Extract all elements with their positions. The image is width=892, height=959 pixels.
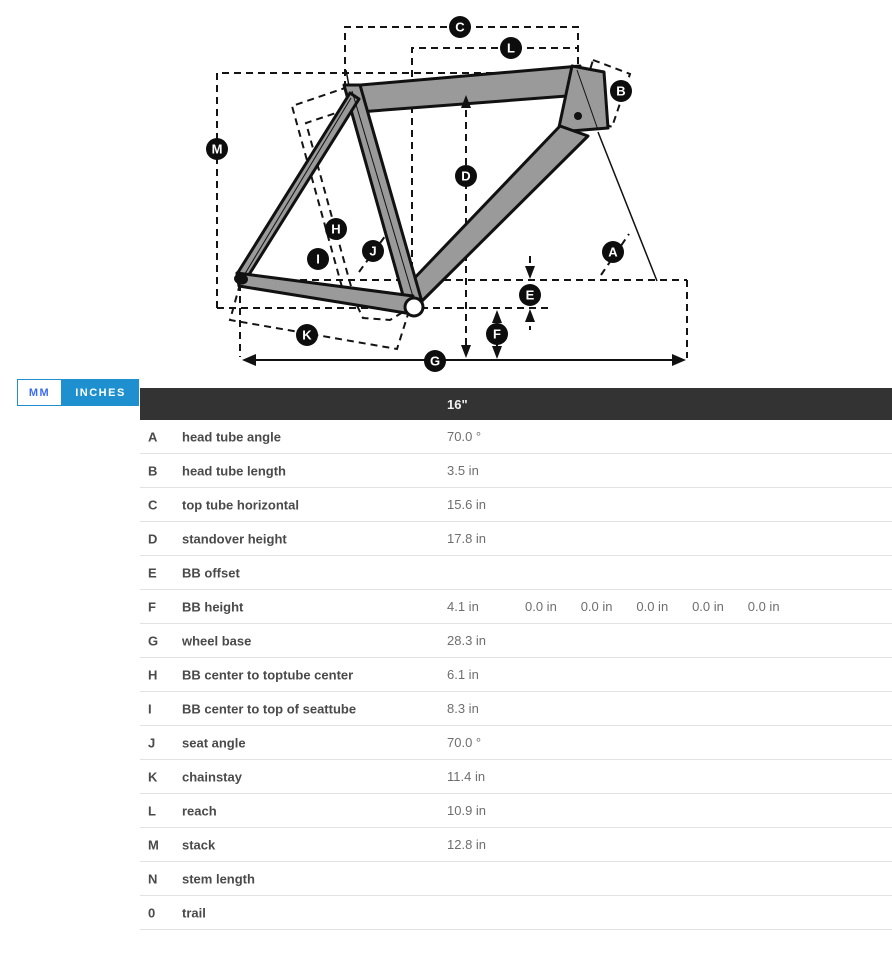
cell-value: 0.0 in <box>692 599 724 614</box>
cell-value: 0.0 in <box>525 599 557 614</box>
cell-letter: 0 <box>148 905 156 920</box>
diagram-label-C <box>449 16 471 38</box>
diagram-label-K <box>296 324 318 346</box>
table-row <box>140 556 892 590</box>
diagram-label-B <box>610 80 632 102</box>
cell-letter: G <box>148 633 159 648</box>
table-row <box>140 794 892 828</box>
cell-letter: K <box>148 769 158 784</box>
geometry-table <box>140 388 892 930</box>
cell-values <box>447 794 525 827</box>
head-tube-dot <box>574 112 582 120</box>
diagram-label-I <box>307 248 329 270</box>
cell-name: reach <box>182 803 217 818</box>
cell-letter: M <box>148 837 159 852</box>
arrow-e-down <box>525 266 535 279</box>
svg-text:F: F <box>493 326 501 342</box>
svg-text:B: B <box>616 83 626 99</box>
diagram-label-F <box>486 323 508 345</box>
cell-letter: B <box>148 463 158 478</box>
cell-value: 70.0 ° <box>447 735 482 750</box>
cell-values <box>447 522 525 555</box>
cell-values <box>447 420 525 453</box>
cell-name: stack <box>182 837 216 852</box>
cell-name: wheel base <box>182 633 252 648</box>
cell-values <box>447 488 525 521</box>
arrow-f-down <box>492 346 502 359</box>
cell-value: 15.6 in <box>447 497 487 512</box>
cell-name: chainstay <box>182 769 242 784</box>
cell-letter: F <box>148 599 156 614</box>
table-row <box>140 488 892 522</box>
cell-value: 3.5 in <box>447 463 479 478</box>
cell-value: 28.3 in <box>447 633 487 648</box>
table-row <box>140 692 892 726</box>
bottom-bracket <box>405 298 423 316</box>
cell-letter: A <box>148 429 158 444</box>
frame-geometry-diagram <box>0 0 892 375</box>
cell-value: 6.1 in <box>447 667 479 682</box>
table-row <box>140 726 892 760</box>
cell-name: BB offset <box>182 565 240 580</box>
cell-value: 10.9 in <box>447 803 487 818</box>
cell-name: top tube horizontal <box>182 497 299 512</box>
cell-value: 4.1 in <box>447 599 479 614</box>
cell-values <box>447 692 525 725</box>
table-row <box>140 590 892 624</box>
cell-name: BB height <box>182 599 244 614</box>
bike-frame <box>237 66 608 314</box>
svg-text:M: M <box>211 141 223 157</box>
svg-text:A: A <box>608 244 618 260</box>
svg-text:G: G <box>429 353 441 369</box>
table-row <box>140 760 892 794</box>
cell-letter: J <box>148 735 156 750</box>
unit-toggle <box>17 379 139 406</box>
table-row <box>140 896 892 930</box>
cell-value: 17.8 in <box>447 531 487 546</box>
arrow-f-up <box>492 310 502 323</box>
table-row <box>140 658 892 692</box>
cell-name: BB center to top of seattube <box>182 701 357 716</box>
svg-text:C: C <box>455 19 465 35</box>
cell-values <box>447 760 525 793</box>
cell-value: 8.3 in <box>447 701 479 716</box>
cell-values <box>447 454 525 487</box>
cell-letter: L <box>148 803 156 818</box>
cell-name: head tube length <box>182 463 286 478</box>
diagram-label-J <box>362 240 384 262</box>
cell-name: head tube angle <box>182 429 281 444</box>
cell-name: stem length <box>182 871 255 886</box>
table-row <box>140 862 892 896</box>
cell-value: 70.0 ° <box>447 429 482 444</box>
cell-value: 11.4 in <box>447 769 486 784</box>
cell-letter: E <box>148 565 157 580</box>
table-row <box>140 420 892 454</box>
mm-button[interactable]: MM <box>17 379 62 406</box>
size-column-header: 16" <box>447 396 468 412</box>
cell-name: BB center to toptube center <box>182 667 354 682</box>
arrow-g-left <box>242 354 256 366</box>
diagram-label-D <box>455 165 477 187</box>
cell-value: 12.8 in <box>447 837 487 852</box>
svg-text:K: K <box>302 327 312 343</box>
cell-values <box>447 590 803 623</box>
cell-value: 0.0 in <box>580 599 613 614</box>
cell-name: seat angle <box>182 735 246 750</box>
table-header <box>140 388 892 420</box>
cell-letter: I <box>148 701 152 716</box>
arrow-d-down <box>461 345 471 358</box>
table-row <box>140 624 892 658</box>
table-row <box>140 522 892 556</box>
svg-text:J: J <box>369 243 377 259</box>
cell-value: 0.0 in <box>636 599 669 614</box>
table-row <box>140 454 892 488</box>
diagram-label-M <box>206 138 228 160</box>
seat-stay <box>237 93 359 281</box>
diagram-label-H <box>325 218 347 240</box>
cell-values <box>447 828 525 861</box>
svg-text:L: L <box>507 40 515 56</box>
cell-letter: H <box>148 667 158 682</box>
svg-text:E: E <box>525 287 535 303</box>
cell-values <box>447 726 525 759</box>
cell-letter: D <box>148 531 158 546</box>
svg-text:H: H <box>331 221 341 237</box>
diagram-label-L <box>500 37 522 59</box>
arrow-e-up <box>525 309 535 322</box>
cell-letter: C <box>148 497 158 512</box>
diagram-label-G <box>424 350 446 372</box>
svg-text:I: I <box>316 251 320 267</box>
cell-name: trail <box>182 905 206 920</box>
diagram-label-A <box>602 241 624 263</box>
svg-text:D: D <box>461 168 471 184</box>
table-row <box>140 828 892 862</box>
cell-values <box>447 658 525 691</box>
cell-values <box>447 624 525 657</box>
arrow-g-right <box>672 354 686 366</box>
diagram-label-E <box>519 284 541 306</box>
cell-value: 0.0 in <box>747 599 780 614</box>
cell-name: standover height <box>182 531 287 546</box>
down-tube <box>405 126 588 300</box>
geometry-table-body <box>140 420 892 930</box>
inches-button[interactable]: INCHES <box>62 379 139 406</box>
cell-letter: N <box>148 871 158 886</box>
